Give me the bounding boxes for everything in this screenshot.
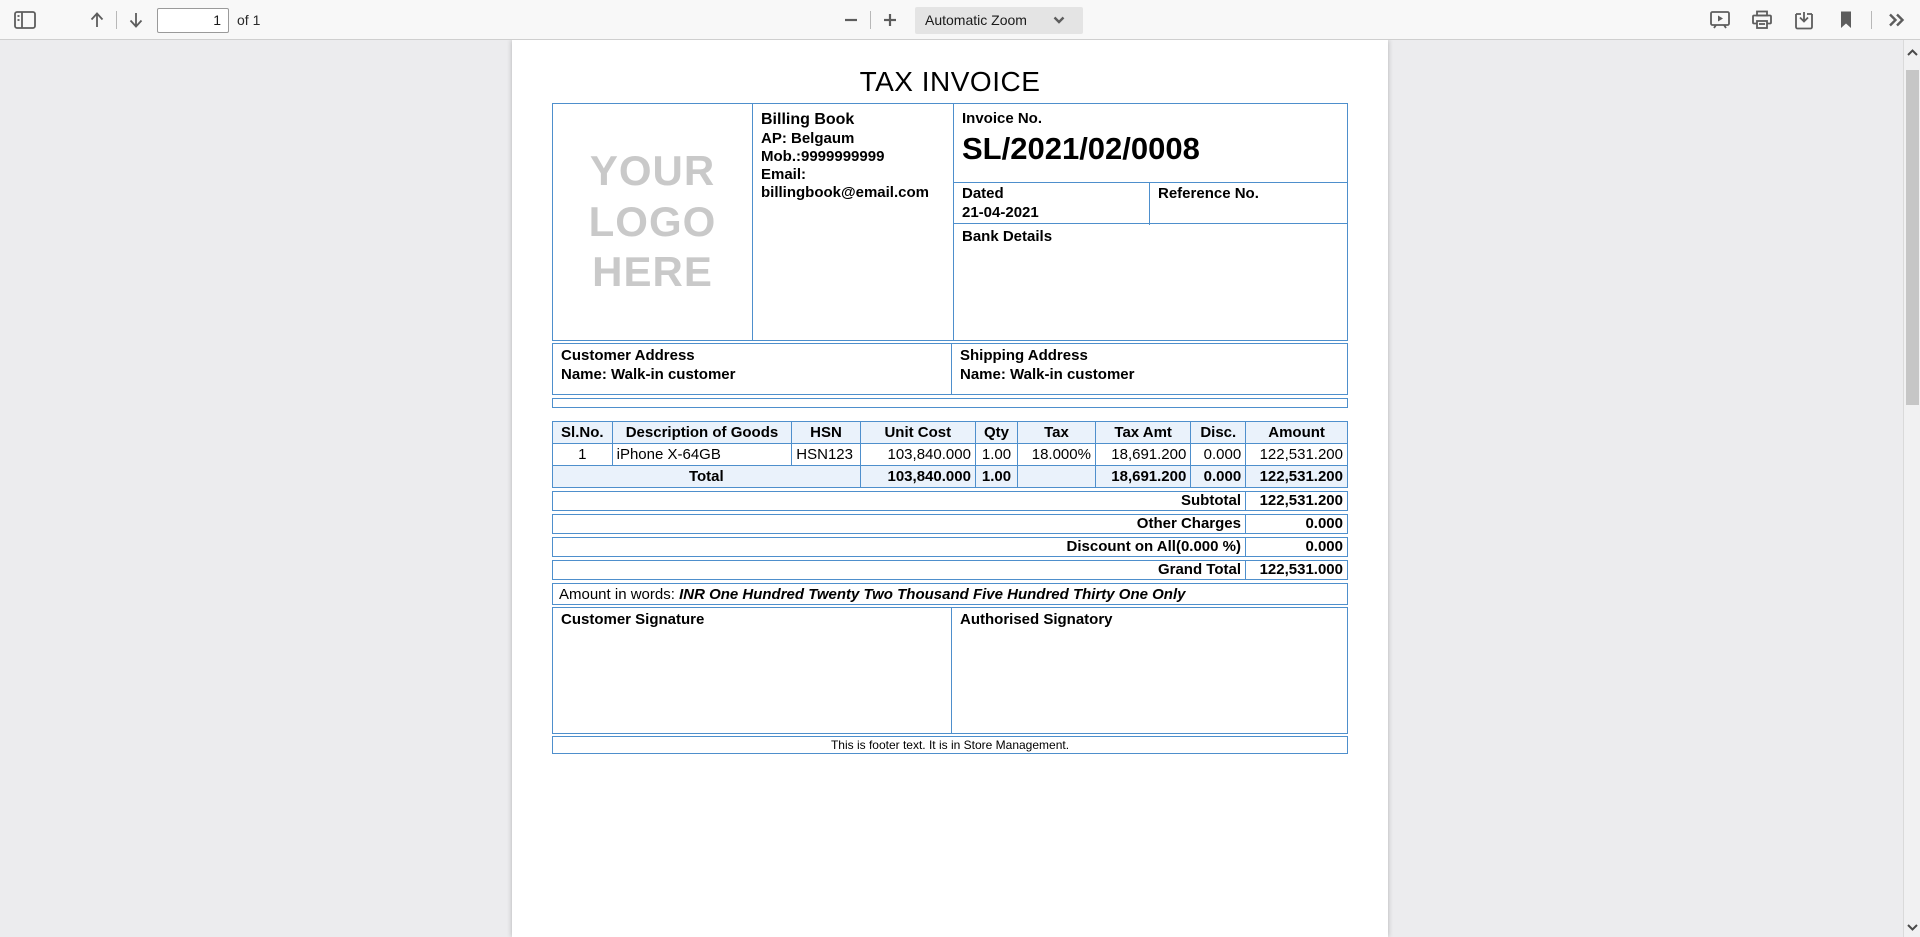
amount-in-words-value: INR One Hundred Twenty Two Thousand Five Hundred Thirty One Only xyxy=(679,586,1186,603)
presentation-mode-button[interactable] xyxy=(1705,5,1735,35)
total-tax xyxy=(1018,466,1096,488)
pdf-page xyxy=(512,40,1388,937)
dated-cell xyxy=(954,183,1150,225)
tools-menu-button[interactable] xyxy=(1882,5,1912,35)
item-description: iPhone X-64GB xyxy=(612,444,792,466)
toolbar-right-group xyxy=(1705,0,1912,40)
item-hsn: HSN123 xyxy=(792,444,860,466)
customer-address-label: Customer Address xyxy=(561,347,695,364)
vertical-scrollbar[interactable] xyxy=(1903,40,1920,937)
total-label: Total xyxy=(553,466,861,488)
col-header: Amount xyxy=(1246,422,1348,444)
page-number-input[interactable] xyxy=(157,8,229,33)
minus-icon xyxy=(843,12,859,28)
zoom-level-select[interactable] xyxy=(915,7,1083,34)
item-tax-amt: 18,691.200 xyxy=(1095,444,1190,466)
plus-icon xyxy=(882,12,898,28)
zoom-in-button[interactable] xyxy=(875,5,905,35)
arrow-up-icon xyxy=(89,11,105,29)
col-header: Sl.No. xyxy=(553,422,613,444)
summary-row-subtotal xyxy=(552,491,1348,511)
item-tax: 18.000% xyxy=(1018,444,1096,466)
invoice-header-block xyxy=(552,103,1348,341)
dated-value: 21-04-2021 xyxy=(962,203,1039,221)
col-header: Description of Goods xyxy=(612,422,792,444)
toolbar-center-group xyxy=(836,0,1083,40)
logo-placeholder xyxy=(553,104,753,340)
zoom-level-value: Automatic Zoom xyxy=(925,12,1027,28)
total-amount: 122,531.200 xyxy=(1246,466,1348,488)
total-unit-cost: 103,840.000 xyxy=(860,466,975,488)
item-slno: 1 xyxy=(553,444,613,466)
invoice-number-label: Invoice No. xyxy=(962,110,1043,127)
logo-line: LOGO xyxy=(588,197,717,245)
sidebar-toggle-icon xyxy=(14,11,36,29)
seller-mobile: Mob.:9999999999 xyxy=(761,147,885,165)
item-disc: 0.000 xyxy=(1191,444,1246,466)
logo-line: YOUR xyxy=(589,147,716,195)
zoom-out-button[interactable] xyxy=(836,5,866,35)
customer-name: Name: Walk-in customer xyxy=(561,365,736,383)
authorised-signatory-cell: Authorised Signatory xyxy=(960,611,1113,628)
signature-section xyxy=(552,607,1348,734)
printer-icon xyxy=(1751,10,1773,30)
shipping-name: Name: Walk-in customer xyxy=(960,365,1135,383)
double-chevron-right-icon xyxy=(1887,12,1907,28)
logo-line: HERE xyxy=(592,248,713,296)
col-header: Unit Cost xyxy=(860,422,975,444)
item-amount: 122,531.200 xyxy=(1246,444,1348,466)
summary-value: 0.000 xyxy=(1305,515,1343,532)
toolbar-separator xyxy=(870,11,871,29)
toolbar-separator xyxy=(1871,11,1872,29)
previous-page-button[interactable] xyxy=(82,5,112,35)
summary-value: 122,531.200 xyxy=(1259,492,1343,509)
sidebar-toggle-button[interactable] xyxy=(10,5,40,35)
scrollbar-thumb[interactable] xyxy=(1906,70,1919,405)
pdf-toolbar xyxy=(0,0,1920,40)
download-button[interactable] xyxy=(1789,5,1819,35)
pdf-viewer-area xyxy=(0,40,1920,937)
summary-label: Discount on All(0.000 %) xyxy=(553,538,1246,556)
invoice-footer: This is footer text. It is in Store Management. xyxy=(552,736,1348,754)
item-unit-cost: 103,840.000 xyxy=(860,444,975,466)
invoice-number-box xyxy=(954,104,1347,182)
total-qty: 1.00 xyxy=(975,466,1017,488)
amount-in-words-label: Amount in words: xyxy=(559,586,675,603)
amount-in-words-row xyxy=(552,583,1348,605)
items-header-row xyxy=(553,422,1348,444)
reference-number-cell: Reference No. xyxy=(1158,185,1259,202)
col-header: Disc. xyxy=(1191,422,1246,444)
empty-strip-row xyxy=(552,398,1348,408)
invoice-meta xyxy=(954,104,1347,340)
chevron-down-icon xyxy=(1053,11,1065,29)
customer-address-cell xyxy=(553,344,952,394)
current-view-button[interactable] xyxy=(1831,5,1861,35)
total-disc: 0.000 xyxy=(1191,466,1246,488)
presentation-mode-icon xyxy=(1709,10,1731,30)
arrow-down-icon xyxy=(128,11,144,29)
bookmark-ribbon-icon xyxy=(1838,10,1854,30)
table-total-row xyxy=(553,466,1348,488)
seller-address: AP: Belgaum xyxy=(761,129,855,147)
seller-email-label: Email: xyxy=(761,166,807,184)
print-button[interactable] xyxy=(1747,5,1777,35)
shipping-address-label: Shipping Address xyxy=(960,347,1088,364)
dated-reference-row xyxy=(954,182,1347,224)
col-header: HSN xyxy=(792,422,860,444)
address-section xyxy=(552,343,1348,395)
bank-details-cell: Bank Details xyxy=(962,228,1053,245)
shipping-address-cell xyxy=(952,344,1347,394)
items-table xyxy=(552,421,1348,488)
summary-label: Subtotal xyxy=(553,492,1246,510)
total-tax-amt: 18,691.200 xyxy=(1095,466,1190,488)
summary-value: 0.000 xyxy=(1305,538,1343,555)
invoice-title: TAX INVOICE xyxy=(859,66,1041,97)
summary-value: 122,531.000 xyxy=(1259,561,1343,578)
scroll-down-arrow[interactable] xyxy=(1904,919,1920,935)
scroll-up-arrow[interactable] xyxy=(1904,44,1920,60)
download-icon xyxy=(1793,10,1815,30)
item-qty: 1.00 xyxy=(975,444,1017,466)
col-header: Qty xyxy=(975,422,1017,444)
seller-info xyxy=(753,104,954,340)
col-header: Tax xyxy=(1018,422,1096,444)
seller-email: billingbook@email.com xyxy=(761,184,929,202)
seller-name: Billing Book xyxy=(761,111,855,128)
invoice-document xyxy=(552,66,1348,754)
invoice-number-value: SL/2021/02/0008 xyxy=(962,131,1200,166)
page-count-label: of 1 xyxy=(237,12,261,28)
toolbar-separator xyxy=(116,11,117,29)
toolbar-left-group xyxy=(10,0,260,40)
next-page-button[interactable] xyxy=(121,5,151,35)
summary-label: Grand Total xyxy=(553,561,1246,579)
col-header: Tax Amt xyxy=(1095,422,1190,444)
summary-label: Other Charges xyxy=(553,515,1246,533)
summary-row-grand-total xyxy=(552,560,1348,580)
summary-row-discount xyxy=(552,537,1348,557)
item-row xyxy=(553,444,1348,466)
customer-signature-cell: Customer Signature xyxy=(553,608,952,733)
dated-label: Dated xyxy=(962,185,1004,202)
summary-row-other-charges xyxy=(552,514,1348,534)
